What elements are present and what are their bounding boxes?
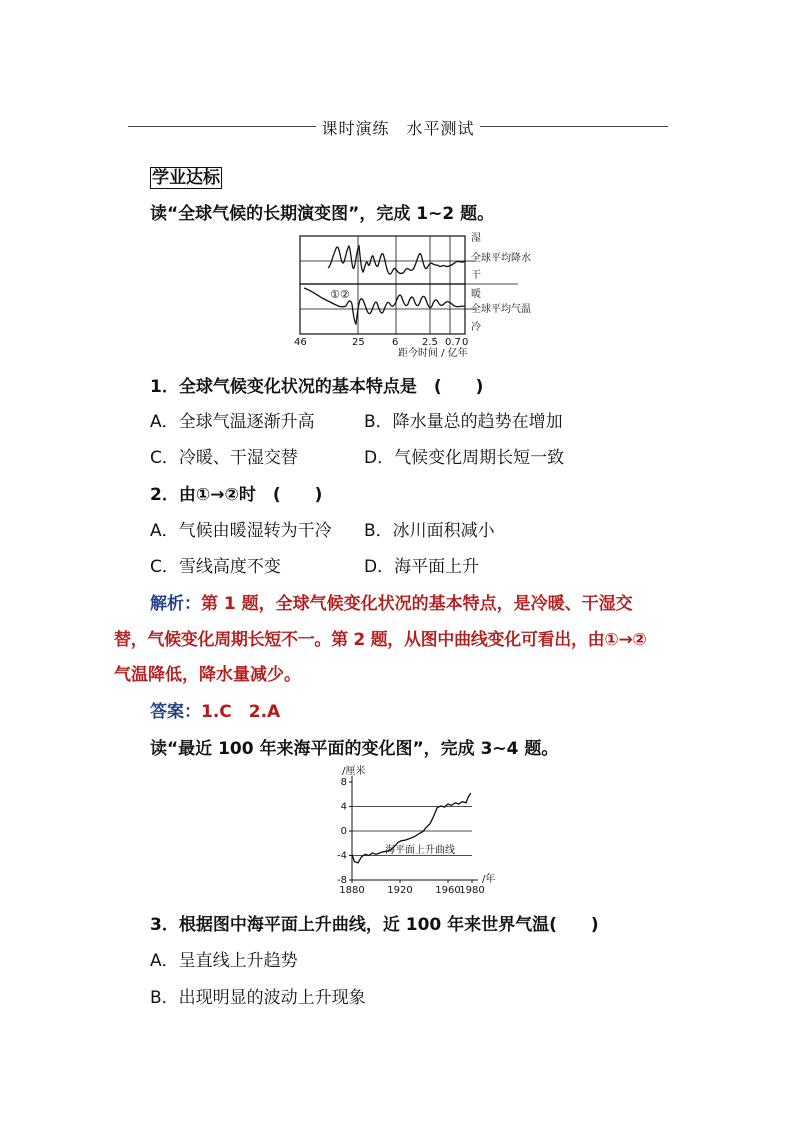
header-title: 课时演练 水平测试	[321, 119, 475, 138]
label-dry: 干	[471, 270, 481, 281]
q2-option-a: A．气候由暖湿转为干冷	[150, 521, 332, 541]
label-wet: 湿	[471, 233, 481, 244]
q1-option-c: C．冷暖、干湿交替	[150, 448, 298, 468]
answer-label: 答案：	[150, 702, 201, 722]
label-precip: 全球平均降水	[471, 253, 531, 264]
header-rule-right	[480, 126, 668, 127]
sea-level-chart	[330, 762, 510, 900]
analysis-line-3: 气温降低，降水量减少。	[114, 665, 301, 685]
temperature-curve	[304, 288, 465, 324]
precipitation-curve	[328, 246, 465, 274]
section-title: 学业达标	[152, 168, 220, 188]
intro-question-3-4: 读“最近 100 年来海平面的变化图”，完成 3~4 题。	[150, 739, 559, 759]
y-axis-unit-label: /厘米	[342, 766, 366, 777]
y-tick-label--8: -8	[337, 875, 347, 886]
x-tick-46: 46	[294, 337, 307, 348]
answer-value: 1.C 2.A	[201, 702, 281, 722]
x-axis-label: 距今时间 / 亿年	[398, 348, 468, 359]
x-tick-label-1960: 1960	[435, 885, 461, 896]
q1-option-a: A．全球气温逐渐升高	[150, 412, 315, 432]
series-curve-label: 海平面上升曲线	[385, 845, 455, 856]
sea-axes	[352, 776, 478, 880]
label-warm: 暖	[471, 289, 481, 300]
answer-1-2	[150, 697, 280, 722]
analysis-line-2: 替，气候变化周期长短不一。第 2 题，从图中曲线变化可看出，由①→②	[114, 630, 647, 650]
analysis-text-1: 第 1 题，全球气候变化状况的基本特点，是冷暖、干湿交	[201, 594, 633, 614]
question-2-stem: 2．由①→②时 ( )	[150, 485, 323, 505]
analysis-label: 解析：	[150, 594, 201, 614]
question-3-stem: 3．根据图中海平面上升曲线，近 100 年来世界气温( )	[150, 915, 599, 935]
y-tick-label--4: -4	[337, 850, 347, 862]
analysis-line-1	[150, 589, 633, 614]
intro-question-1-2: 读“全球气候的长期演变图”，完成 1~2 题。	[150, 204, 495, 224]
label-cold: 冷	[471, 322, 481, 333]
x-tick-2-5: 2.5	[422, 337, 438, 348]
q3-option-b: B．出现明显的波动上升现象	[150, 988, 366, 1008]
y-tick-label-4: 4	[340, 801, 347, 813]
page-header	[128, 116, 668, 138]
marker-1-2: ①②	[330, 288, 350, 301]
question-1-stem: 1．全球气候变化状况的基本特点是 ( )	[150, 377, 484, 397]
q1-option-d: D．气候变化周期长短一致	[364, 448, 565, 468]
q2-option-b: B．冰川面积减小	[364, 521, 495, 541]
x-tick-0: 0	[462, 337, 469, 348]
q2-option-d: D．海平面上升	[364, 557, 480, 577]
sea-ticks	[337, 777, 485, 896]
x-tick-label-1980: 1980	[459, 885, 485, 896]
x-tick-6: 6	[392, 337, 399, 348]
q3-option-a: A．呈直线上升趋势	[150, 951, 298, 971]
y-tick-label-8: 8	[340, 777, 347, 788]
x-tick-label-1880: 1880	[339, 885, 365, 896]
climate-evolution-figure	[290, 228, 550, 360]
precip-panel-frame	[300, 236, 465, 284]
x-tick-25: 25	[352, 337, 365, 348]
label-temp: 全球平均气温	[471, 304, 531, 315]
x-axis-unit-label: /年	[482, 874, 496, 885]
header-rule-left	[128, 126, 316, 127]
q2-option-c: C．雪线高度不变	[150, 557, 281, 577]
q1-option-b: B．降水量总的趋势在增加	[364, 412, 563, 432]
x-tick-label-1920: 1920	[387, 885, 413, 896]
y-tick-label-0: 0	[340, 826, 347, 837]
x-tick-0-7: 0.7	[445, 337, 461, 348]
